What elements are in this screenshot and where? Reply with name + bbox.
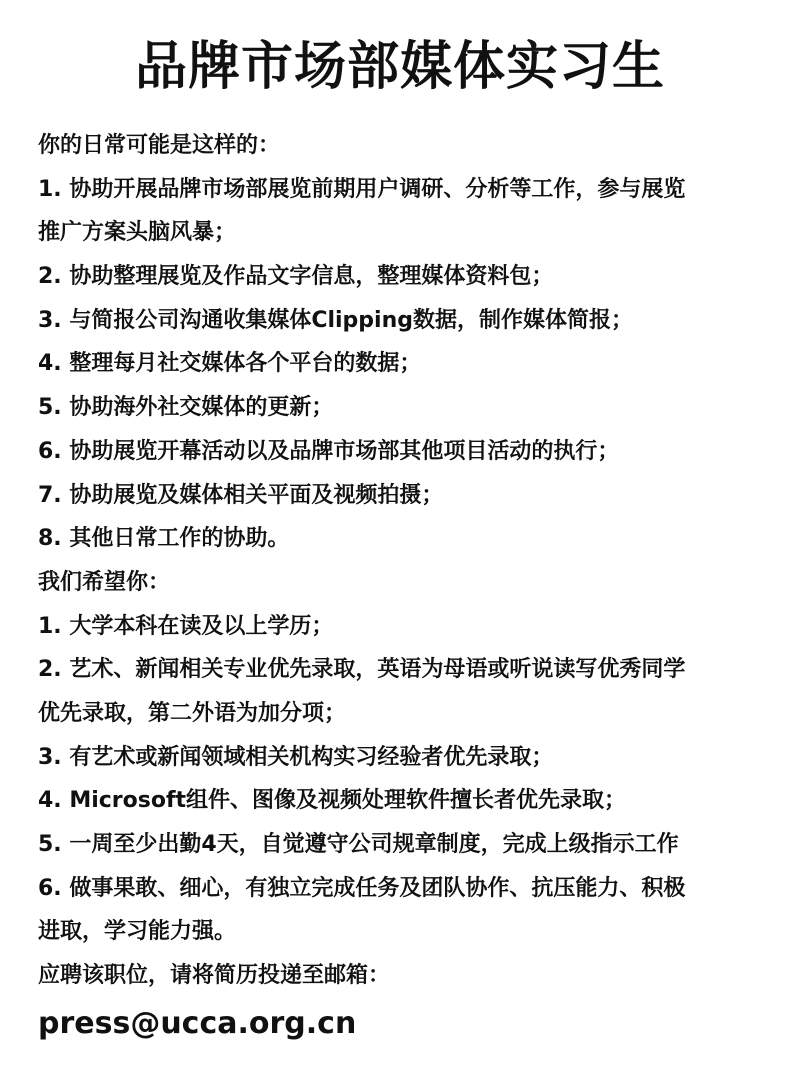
- requirements-heading: 我们希望你：: [38, 569, 171, 595]
- duty-item-7: 7. 协助展览及媒体相关平面及视频拍摄；: [38, 482, 444, 508]
- requirement-item-5: 5. 一周至少出勤4天，自觉遵守公司规章制度，完成上级指示工作: [38, 832, 679, 857]
- duty-item-3: 3. 与简报公司沟通收集媒体Clipping数据，制作媒体简报；: [38, 307, 634, 333]
- requirement-item-2-continued: 优先录取，第二外语为加分项；: [38, 700, 347, 726]
- duty-item-1: 1. 协助开展品牌市场部展览前期用户调研、分析等工作，参与展览: [38, 176, 686, 202]
- duty-item-8: 8. 其他日常工作的协助。: [38, 526, 290, 552]
- requirement-item-6: 6. 做事果敢、细心，有独立完成任务及团队协作、抗压能力、积极: [38, 875, 686, 901]
- requirement-item-2: 2. 艺术、新闻相关专业优先录取，英语为母语或听说读写优秀同学: [38, 657, 686, 683]
- duty-item-1-continued: 推广方案头脑风暴；: [38, 220, 237, 246]
- requirement-item-4: 4. Microsoft组件、图像及视频处理软件擅长者优先录取；: [38, 788, 627, 814]
- page-title: 品牌市场部媒体实习生: [134, 37, 665, 97]
- duty-item-2: 2. 协助整理展览及作品文字信息，整理媒体资料包；: [38, 264, 554, 290]
- requirement-item-3: 3. 有艺术或新闻领域相关机构实习经验者优先录取；: [38, 744, 554, 770]
- requirement-item-6-continued: 进取，学习能力强。: [38, 919, 237, 945]
- duty-item-5: 5. 协助海外社交媒体的更新；: [38, 395, 334, 421]
- intro-daily-heading: 你的日常可能是这样的：: [38, 133, 281, 158]
- application-instruction: 应聘该职位，请将简历投递至邮箱：: [38, 963, 391, 989]
- duty-item-6: 6. 协助展览开幕活动以及品牌市场部其他项目活动的执行；: [38, 438, 620, 464]
- contact-email: press@ucca.org.cn: [38, 1006, 357, 1041]
- job-description: [38, 124, 773, 998]
- duty-item-4: 4. 整理每月社交媒体各个平台的数据；: [38, 351, 422, 377]
- requirement-item-1: 1. 大学本科在读及以上学历；: [38, 613, 334, 639]
